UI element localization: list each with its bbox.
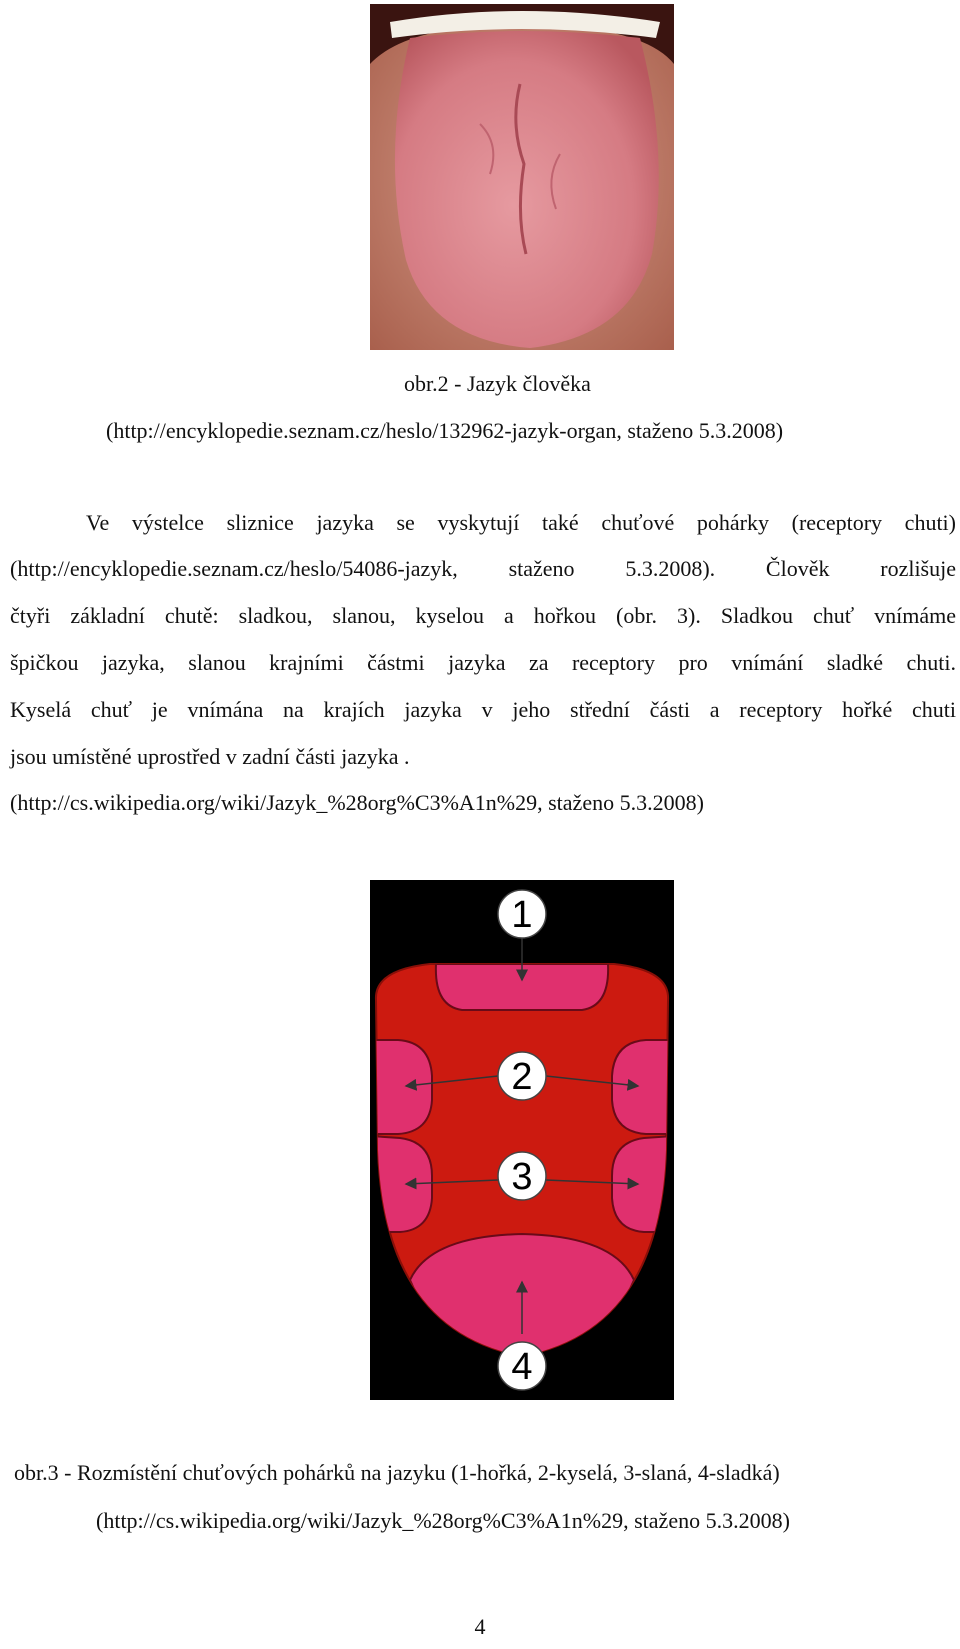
zone-sour-right [612,1040,674,1134]
paragraph-line: špičkou jazyka, slanou krajními částmi jazyka za receptory pro vnímání sladké chuti. [10,650,956,675]
paragraph-line: (http://cs.wikipedia.org/wiki/Jazyk_%28org%C3%A1n%29, staženo 5.3.2008) [10,790,704,815]
figure2-source: (http://encyklopedie.seznam.cz/heslo/132962-jazyk-organ, staženo 5.3.2008) [106,418,784,443]
paragraph-line: jsou umístěné uprostřed v zadní části jazyka . [10,744,410,769]
figure3-source: (http://cs.wikipedia.org/wiki/Jazyk_%28org%C3%A1n%29, staženo 5.3.2008) [96,1508,790,1533]
label-1-marker [498,890,546,938]
tongue-photo-illustration [370,4,674,350]
paragraph-line: Kyselá chuť je vnímána na krajích jazyka v jeho střední části a receptory hořké chuti [10,697,956,722]
label-3: 3 [511,1156,533,1198]
paragraph-line: Ve výstelce sliznice jazyka se vyskytují také chuťové pohárky (receptory chuti) [86,510,956,535]
paragraph-line: (http://encyklopedie.seznam.cz/heslo/54086-jazyk, staženo 5.3.2008). Člověk rozlišuje [10,556,956,581]
taste-zone-svg [370,880,674,1400]
tongue-photo [370,4,674,350]
taste-zone-diagram [370,880,674,1400]
paragraph-line: čtyři základní chutě: sladkou, slanou, kyselou a hořkou (obr. 3). Sladkou chuť vnímáme [10,603,956,628]
page-number: 4 [474,1614,486,1639]
label-2: 2 [511,1056,533,1098]
zone-sour-left [370,1040,432,1134]
label-1: 1 [511,894,533,936]
label-4-marker [498,1342,546,1390]
label-3-marker [498,1152,546,1200]
figure3-caption: obr.3 - Rozmístění chuťových pohárků na jazyku (1-hořká, 2-kyselá, 3-slaná, 4-sladká) [14,1460,780,1485]
label-2-marker [498,1052,546,1100]
label-4: 4 [511,1346,533,1388]
figure2-caption: obr.2 - Jazyk člověka [404,371,591,396]
